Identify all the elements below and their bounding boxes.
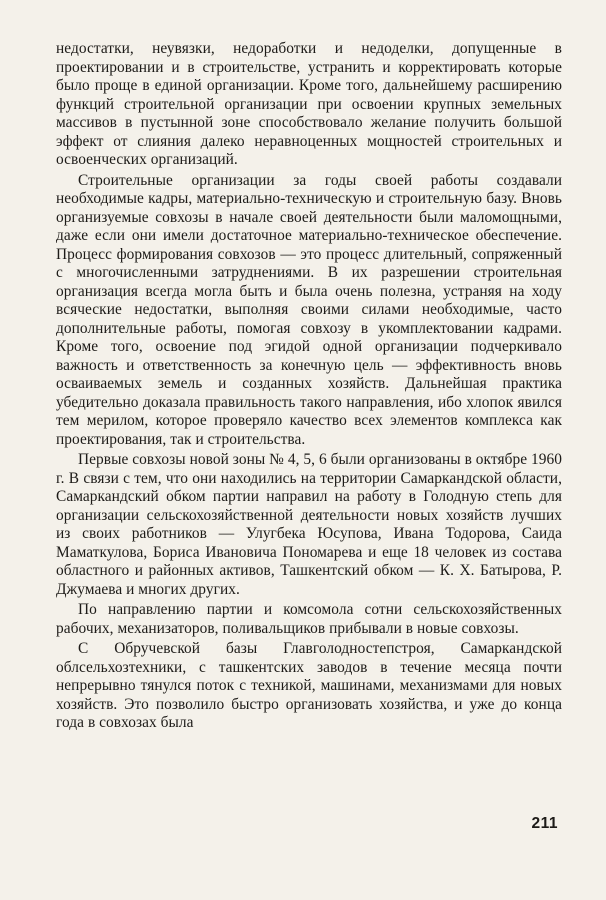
paragraph-3: Первые совхозы новой зоны № 4, 5, 6 были организованы в октябре 1960 г. В связи с тем, что они находились на территории Самаркандской области, Самаркандский обком партии направил на работу в Голодную степь для организации сельскохозяйственной деятельности новых хозяйств лучших из своих работников — Улугбека Юсупова, Ивана Тодорова, Саида Маматкулова, Бориса Ивановича Пономарева и еще 18 человек из состава областного и районных активов, Ташкентский обком — К. Х. Батырова, Р. Джумаева и многих других.	[56, 451, 562, 598]
page-number: 211	[531, 815, 558, 832]
page-text-body	[56, 40, 562, 733]
paragraph-1: недостатки, неувязки, недоработки и недоделки, допущенные в проектировании и в строительстве, устранить и корректировать которые было проще в единой организации. Кроме того, дальнейшему расширению функций строительной организации при освоении крупных земельных массивов в пустынной зоне способствовало желание получить большой эффект от слияния далеко неравноценных мощностей строительных и освоенческих организаций.	[56, 40, 562, 168]
paragraph-2: Строительные организации за годы своей работы создавали необходимые кадры, материально-техническую и строительную базу. Вновь организуемые совхозы в начале своей деятельности были маломощными, даже если они имели достаточное материально-техническое обеспечение. Процесс формирования совхозов — это процесс длительный, сопряженный с многочисленными затруднениями. В их разрешении строительная организация всегда могла быть и была очень полезна, устраняя на ходу всяческие недостатки, выполняя своими силами необходимые, часто дополнительные работы, помогая совхозу в укомплектовании кадрами. Кроме того, освоение под эгидой одной организации подчеркивало важность и ответственность за конечную цель — эффективность вновь осваиваемых земель и созданных хозяйств. Дальнейшая практика убедительно доказала правильность такого направления, ибо хлопок явился тем мерилом, которое проверяло качество всех элементов комплекса как проектирования, так и строительства.	[56, 171, 562, 448]
paragraph-4: По направлению партии и комсомола сотни сельскохозяйственных рабочих, механизаторов, поливальщиков прибывали в новые совхозы.	[56, 601, 562, 637]
paragraph-5: С Обручевской базы Главголодностепстроя, Самаркандской облсельхозтехники, с ташкентских заводов в течение месяца почти непрерывно тянулся поток с техникой, машинами, механизмами для новых хозяйств. Это позволило быстро организовать хозяйства, и уже до конца года в совхозах была	[56, 640, 562, 731]
